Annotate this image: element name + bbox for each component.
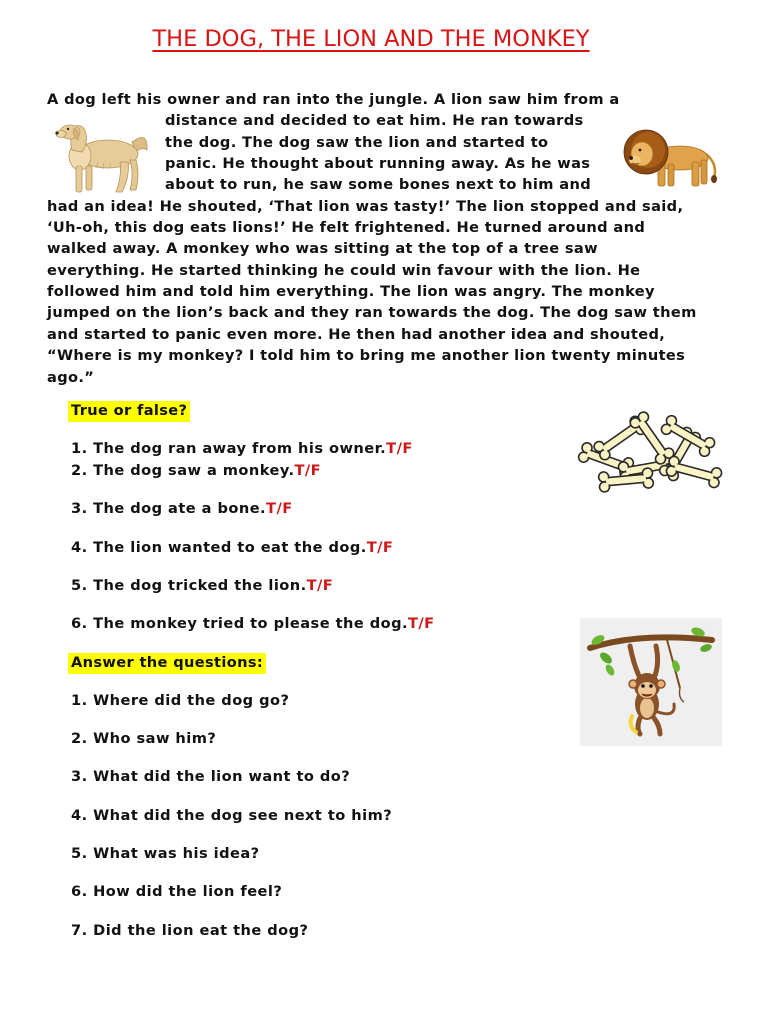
monkey-illustration: [580, 618, 722, 746]
story-line: distance and decided to eat him. He ran towards: [165, 112, 584, 129]
list-item: [71, 500, 293, 518]
statement-text: 1. The dog ran away from his owner.: [71, 440, 387, 457]
story-line: everything. He started thinking he could win favour with the lion. He: [47, 262, 641, 279]
story-line: “Where is my monkey? I told him to bring me another lion twenty minutes: [47, 347, 686, 364]
story-line: ago.”: [47, 369, 95, 386]
list-item: 6. How did the lion feel?: [71, 883, 283, 900]
story-line: ‘Uh-oh, this dog eats lions!’ He felt frightened. He turned around and: [47, 219, 646, 236]
tf-label: T/F: [386, 440, 413, 457]
statement-text: 5. The dog tricked the lion.: [71, 577, 307, 594]
questions-heading: Answer the questions:: [68, 653, 266, 674]
story-line: about to run, he saw some bones next to him and: [165, 176, 591, 193]
lion-illustration: [618, 124, 720, 192]
story-line: A dog left his owner and ran into the jungle. A lion saw him from a: [47, 91, 620, 108]
story-line: followed him and told him everything. The lion was angry. The monkey: [47, 283, 655, 300]
list-item: [71, 577, 333, 595]
list-item: [71, 539, 393, 557]
statement-text: 4. The lion wanted to eat the dog.: [71, 539, 367, 556]
list-item: 7. Did the lion eat the dog?: [71, 922, 309, 939]
list-item: 4. What did the dog see next to him?: [71, 807, 393, 824]
list-item: 1. Where did the dog go?: [71, 692, 290, 709]
list-item: [71, 615, 435, 633]
story-line: walked away. A monkey who was sitting at the top of a tree saw: [47, 240, 598, 257]
true-false-heading: True or false?: [68, 401, 190, 422]
story-line: and started to panic even more. He then had another idea and shouted,: [47, 326, 666, 343]
tf-label: T/F: [366, 539, 394, 556]
story-line: jumped on the lion’s back and they ran towards the dog. The dog saw them: [47, 304, 697, 321]
tf-label: T/F: [294, 462, 322, 479]
tf-label: T/F: [266, 500, 293, 517]
list-item: 2. Who saw him?: [71, 730, 217, 747]
story-line: the dog. The dog saw the lion and started to: [165, 134, 549, 151]
tf-label: T/F: [306, 577, 334, 594]
list-item: 3. What did the lion want to do?: [71, 768, 351, 785]
tf-label: T/F: [407, 615, 435, 632]
dog-illustration: [50, 116, 152, 198]
statement-text: 6. The monkey tried to please the dog.: [71, 615, 408, 632]
list-item: [71, 462, 321, 480]
statement-text: 2. The dog saw a monkey.: [71, 462, 295, 479]
statement-text: 3. The dog ate a bone.: [71, 500, 267, 517]
story-line: panic. He thought about running away. As he was: [165, 155, 591, 172]
story-line: had an idea! He shouted, ‘That lion was tasty!’ The lion stopped and said,: [47, 198, 684, 215]
list-item: 5. What was his idea?: [71, 845, 260, 862]
bones-illustration: [576, 408, 724, 500]
page-title: THE DOG, THE LION AND THE MONKEY: [152, 26, 590, 52]
list-item: [71, 440, 413, 458]
